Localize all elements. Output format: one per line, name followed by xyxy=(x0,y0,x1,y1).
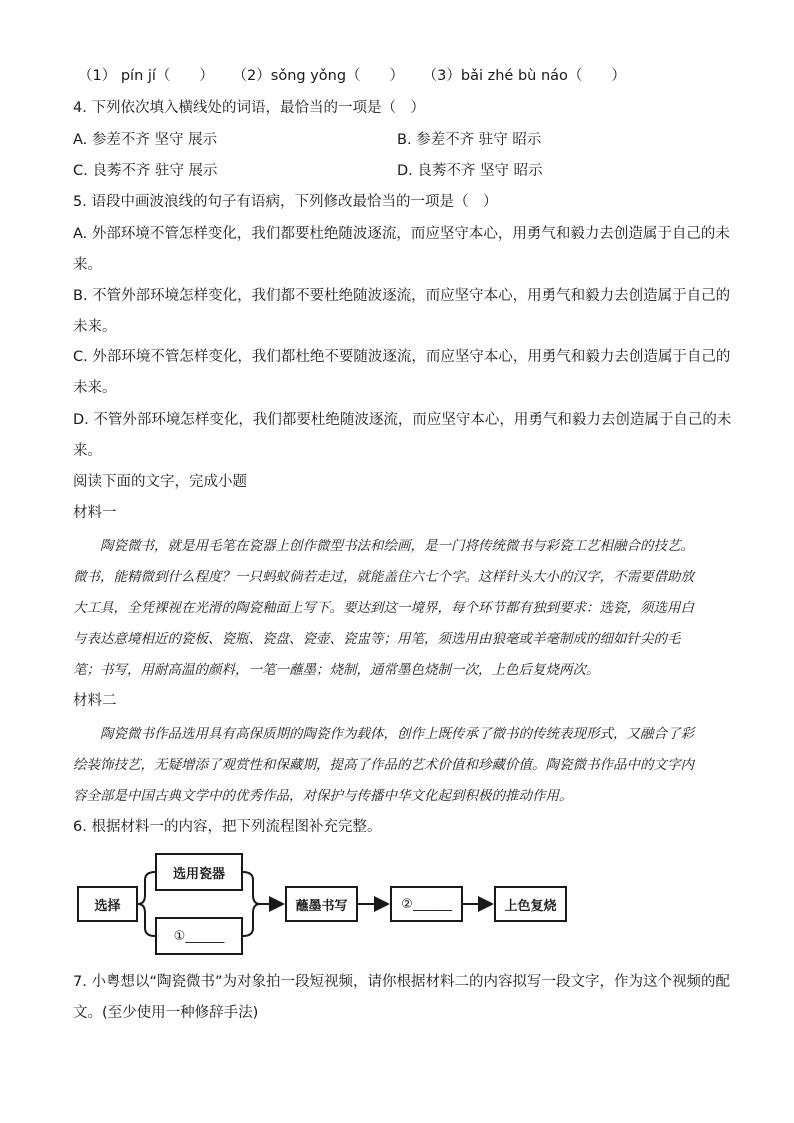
brace-left-bottom xyxy=(138,904,155,936)
material1-title: 材料一 xyxy=(73,505,117,521)
q4-option-b: B. 参差不齐 驻守 昭示 xyxy=(397,132,542,148)
pinyin-item-2: （2）sǒng yǒng（ ） xyxy=(232,68,405,84)
flow-blank1-box: ①______ xyxy=(155,917,243,955)
material1-line-2: 微书，能精微到什么程度？一只蚂蚁倘若走过，就能盖住六七个字。这样针头大小的汉字，不需要借助放 xyxy=(73,569,694,585)
q4-option-c: C. 良莠不齐 驻守 展示 xyxy=(73,163,218,179)
q4-option-a: A. 参差不齐 坚守 展示 xyxy=(73,132,218,148)
q5-option-b-line2: 未来。 xyxy=(73,319,117,335)
material1-line-5: 笔；书写，用耐高温的颜料，一笔一蘸墨；烧制，通常墨色烧制一次，上色后复烧两次。 xyxy=(73,662,600,678)
q7-line-1: 7. 小粤想以“陶瓷微书”为对象拍一段短视频，请你根据材料二的内容拟写一段文字，作为这个视频的配 xyxy=(73,974,730,990)
material1-line-1: 陶瓷微书，就是用毛笔在瓷器上创作微型书法和绘画，是一门将传统微书与彩瓷工艺相融合的技艺。 xyxy=(100,538,694,554)
material1-line-4: 与表达意境相近的瓷板、瓷瓶、瓷盘、瓷壶、瓷盅等；用笔，须选用由狼毫或羊毫制成的细如针尖的毛 xyxy=(73,631,681,647)
material2-line-3: 容全部是中国古典文学中的优秀作品，对保护与传播中华文化起到积极的推动作用。 xyxy=(73,788,573,804)
q5-stem: 5. 语段中画波浪线的句子有语病，下列修改最恰当的一项是（ ） xyxy=(73,194,498,210)
material2-line-1: 陶瓷微书作品选用具有高保质期的陶瓷作为载体，创作上既传承了微书的传统表现形式，又融合了彩 xyxy=(100,726,694,742)
pinyin-item-3: （3）bǎi zhé bù náo（ ） xyxy=(422,68,626,84)
flow-color-refire-box: 上色复烧 xyxy=(494,886,567,922)
q4-stem: 4. 下列依次填入横线处的词语，最恰当的一项是（ ） xyxy=(73,100,425,116)
flow-choose-porcelain-box: 选用瓷器 xyxy=(155,853,243,891)
q5-option-b-line1: B. 不管外部环境怎样变化，我们都不要杜绝随波逐流，而应坚守本心，用勇气和毅力去创造属于自己的 xyxy=(73,288,731,304)
brace-left-top xyxy=(138,872,155,904)
q5-option-a-line2: 来。 xyxy=(73,257,102,273)
q4-option-d: D. 良莠不齐 坚守 昭示 xyxy=(397,163,543,179)
q5-option-c-line1: C. 外部环境不管怎样变化，我们都杜绝不要随波逐流，而应坚守本心，用勇气和毅力去创造属于自己的 xyxy=(73,349,731,365)
reading-intro: 阅读下面的文字，完成小题 xyxy=(73,474,247,490)
material1-line-3: 大工具，全凭裸视在光滑的陶瓷釉面上写下。要达到这一境界，每个环节都有独到要求：选瓷，须选用白 xyxy=(73,600,694,616)
q6-stem: 6. 根据材料一的内容，把下列流程图补充完整。 xyxy=(73,819,382,835)
flow-blank2-box: ②______ xyxy=(390,886,463,922)
material2-line-2: 绘装饰技艺，无疑增添了观赏性和保藏期，提高了作品的艺术价值和珍藏价值。陶瓷微书作品中的文字内 xyxy=(73,757,694,773)
q5-option-a-line1: A. 外部环境不管怎样变化，我们都要杜绝随波逐流，而应坚守本心，用勇气和毅力去创造属于自己的未 xyxy=(73,226,730,242)
flow-dip-write-box: 蘸墨书写 xyxy=(285,886,358,922)
q5-option-d-line2: 来。 xyxy=(73,443,102,459)
q5-option-d-line1: D. 不管外部环境怎样变化，我们都要杜绝随波逐流，而应坚守本心，用勇气和毅力去创造属于自己的未 xyxy=(73,412,732,428)
pinyin-item-1: （1） pín jí（ ） xyxy=(78,68,214,84)
q7-line-2: 文。(至少使用一种修辞手法) xyxy=(73,1005,259,1021)
material2-title: 材料二 xyxy=(73,693,117,709)
brace-right-bottom xyxy=(243,904,260,936)
flow-select-box: 选择 xyxy=(77,886,138,922)
q5-option-c-line2: 未来。 xyxy=(73,380,117,396)
brace-right-top xyxy=(243,872,260,904)
